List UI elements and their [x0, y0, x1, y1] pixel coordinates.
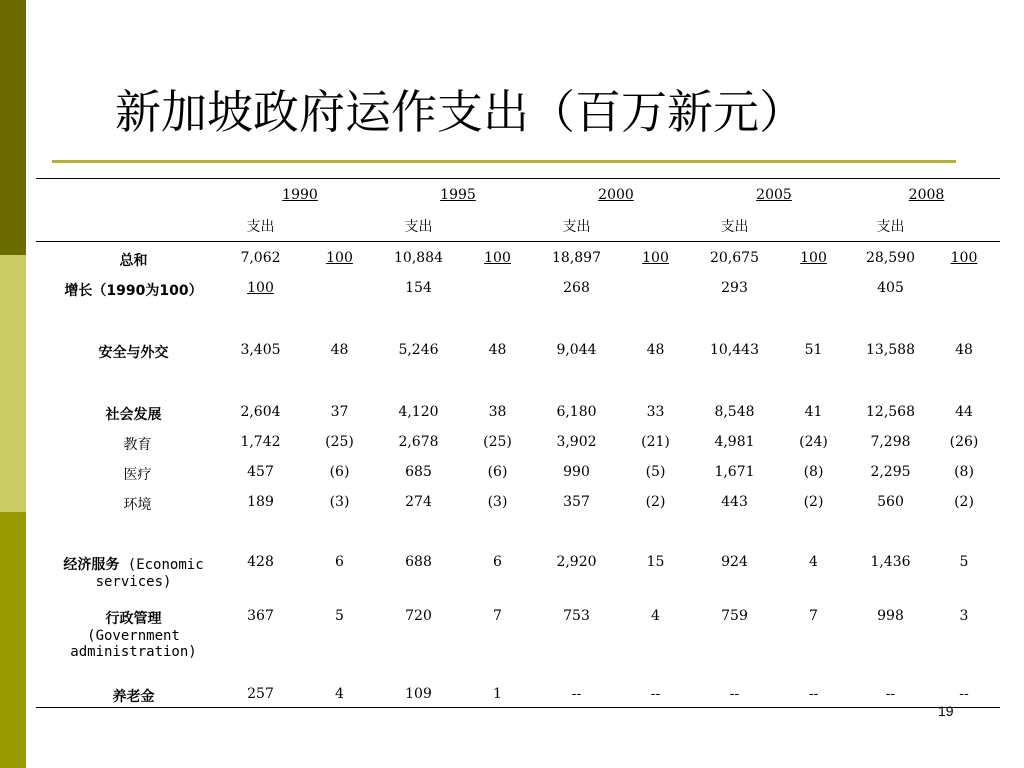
- percent-cell: [774, 456, 853, 486]
- value-cell: [221, 548, 300, 602]
- table-row: [36, 456, 1000, 486]
- cell-text: 189: [247, 493, 274, 510]
- value-cell: [853, 334, 928, 364]
- value-cell: [695, 242, 774, 272]
- row-label-english: (Government administration): [70, 627, 197, 660]
- side-bar-segment-top: [0, 0, 26, 255]
- cell-text: --: [808, 685, 819, 702]
- row-label: [36, 396, 221, 426]
- percent-cell: [300, 602, 379, 678]
- row-label: [36, 602, 221, 678]
- cell-text: 759: [721, 607, 748, 624]
- value-cell: [695, 486, 774, 516]
- row-label: [36, 678, 221, 708]
- percent-cell: [774, 602, 853, 678]
- sub-header-spend: 支出: [379, 211, 458, 242]
- cell-text: 15: [646, 553, 665, 570]
- row-label: [36, 242, 221, 272]
- row-label: [36, 334, 221, 364]
- value-cell: [221, 334, 300, 364]
- cell-text: 7: [493, 607, 502, 624]
- value-cell: [379, 548, 458, 602]
- table-row: [36, 486, 1000, 516]
- cell-text: (6): [487, 463, 508, 480]
- side-accent-bar: [0, 0, 26, 768]
- percent-cell: [928, 334, 1000, 364]
- cell-text: 2,920: [556, 553, 597, 570]
- cell-text: 13,588: [866, 341, 915, 358]
- percent-cell: [774, 272, 853, 302]
- cell-text: 4,981: [714, 433, 755, 450]
- cell-text: 48: [646, 341, 665, 358]
- cell-text: 688: [405, 553, 432, 570]
- value-cell: [695, 334, 774, 364]
- cell-text: --: [571, 685, 582, 702]
- cell-text: 4: [809, 553, 818, 570]
- value-cell: [221, 678, 300, 708]
- value-cell: [221, 456, 300, 486]
- percent-cell: [300, 678, 379, 708]
- row-label: [36, 426, 221, 456]
- cell-text: 8,548: [714, 403, 755, 420]
- cell-text: 1,671: [714, 463, 755, 480]
- value-cell: [695, 456, 774, 486]
- percent-cell: [458, 602, 537, 678]
- percent-cell: [616, 548, 695, 602]
- percent-cell: [458, 396, 537, 426]
- percent-cell: [300, 548, 379, 602]
- cell-text: (8): [803, 463, 824, 480]
- percent-cell: [616, 456, 695, 486]
- header-empty: [616, 211, 695, 242]
- row-label-text: 养老金: [112, 688, 155, 705]
- year-label: 2000: [598, 187, 634, 203]
- table-row: [36, 242, 1000, 272]
- cell-text: 7,062: [240, 250, 281, 266]
- value-cell: [695, 602, 774, 678]
- cell-text: 1,436: [870, 553, 911, 570]
- value-cell: [853, 242, 928, 272]
- cell-text: 4: [335, 685, 344, 702]
- value-cell: [853, 456, 928, 486]
- cell-text: 28,590: [866, 250, 915, 266]
- header-empty: [458, 211, 537, 242]
- sub-header-row: [36, 211, 1000, 242]
- cell-text: 2,604: [240, 403, 281, 420]
- cell-text: 100: [326, 250, 353, 266]
- header-empty: [36, 179, 221, 212]
- cell-text: 18,897: [552, 250, 601, 266]
- cell-text: 990: [563, 463, 590, 480]
- percent-cell: [928, 242, 1000, 272]
- percent-cell: [300, 396, 379, 426]
- cell-text: (8): [954, 463, 974, 480]
- spacer-cell: [36, 302, 1000, 334]
- sub-header-spend: 支出: [221, 211, 300, 242]
- cell-text: 1,742: [240, 433, 281, 450]
- value-cell: [221, 602, 300, 678]
- table-row: [36, 548, 1000, 602]
- percent-cell: [774, 548, 853, 602]
- value-cell: [379, 272, 458, 302]
- year-header-row: [36, 179, 1000, 212]
- cell-text: 41: [804, 403, 823, 420]
- cell-text: --: [729, 685, 740, 702]
- cell-text: 33: [646, 403, 665, 420]
- cell-text: 293: [721, 279, 748, 296]
- spacer-row: [36, 516, 1000, 548]
- cell-text: (24): [799, 433, 828, 450]
- cell-text: 3,902: [556, 433, 597, 450]
- sub-header-spend: 支出: [695, 211, 774, 242]
- header-empty: [300, 211, 379, 242]
- header-empty: [928, 211, 1000, 242]
- cell-text: 48: [488, 341, 507, 358]
- cell-text: 405: [877, 279, 904, 296]
- percent-cell: [774, 486, 853, 516]
- percent-cell: [616, 396, 695, 426]
- cell-text: 10,443: [710, 341, 759, 358]
- percent-cell: [458, 486, 537, 516]
- cell-text: 560: [877, 493, 904, 510]
- percent-cell: [616, 486, 695, 516]
- percent-cell: [616, 272, 695, 302]
- percent-cell: [616, 426, 695, 456]
- cell-text: 924: [721, 553, 748, 570]
- value-cell: [379, 602, 458, 678]
- value-cell: [853, 602, 928, 678]
- cell-text: 7: [809, 607, 818, 624]
- percent-cell: [616, 334, 695, 364]
- value-cell: [695, 678, 774, 708]
- value-cell: [537, 602, 616, 678]
- percent-cell: [458, 272, 537, 302]
- value-cell: [537, 242, 616, 272]
- cell-text: 48: [330, 341, 349, 358]
- percent-cell: [928, 548, 1000, 602]
- cell-text: 2,295: [870, 463, 911, 480]
- percent-cell: [616, 602, 695, 678]
- cell-text: (25): [325, 433, 354, 450]
- percent-cell: [774, 426, 853, 456]
- cell-text: 428: [247, 553, 274, 570]
- table-row: [36, 678, 1000, 708]
- table-row: [36, 602, 1000, 678]
- slide-title: 新加坡政府运作支出（百万新元）: [115, 85, 805, 139]
- percent-cell: [774, 396, 853, 426]
- value-cell: [379, 426, 458, 456]
- cell-text: (3): [329, 493, 350, 510]
- cell-text: 9,044: [556, 341, 597, 358]
- cell-text: 753: [563, 607, 590, 624]
- cell-text: 5,246: [398, 341, 439, 358]
- year-header-1995: [379, 179, 537, 212]
- cell-text: (25): [483, 433, 512, 450]
- value-cell: [853, 486, 928, 516]
- value-cell: [221, 396, 300, 426]
- percent-cell: [928, 272, 1000, 302]
- cell-text: 51: [804, 341, 823, 358]
- row-label-text: 安全与外交: [98, 344, 169, 361]
- value-cell: [379, 334, 458, 364]
- cell-text: 38: [488, 403, 507, 420]
- spacer-row: [36, 364, 1000, 396]
- value-cell: [379, 678, 458, 708]
- cell-text: 998: [877, 607, 904, 624]
- value-cell: [853, 548, 928, 602]
- year-label: 2005: [756, 187, 792, 203]
- row-label: [36, 486, 221, 516]
- cell-text: 6: [493, 553, 502, 570]
- row-label: [36, 548, 221, 602]
- row-label-text: 环境: [123, 496, 152, 513]
- value-cell: [537, 486, 616, 516]
- year-header-1990: [221, 179, 379, 212]
- value-cell: [221, 272, 300, 302]
- cell-text: 5: [335, 607, 344, 624]
- cell-text: 6: [335, 553, 344, 570]
- cell-text: (6): [329, 463, 350, 480]
- value-cell: [695, 426, 774, 456]
- cell-text: (21): [641, 433, 670, 450]
- cell-text: (3): [487, 493, 508, 510]
- percent-cell: [458, 334, 537, 364]
- value-cell: [379, 242, 458, 272]
- cell-text: 7,298: [870, 433, 911, 450]
- side-bar-segment-middle: [0, 255, 26, 512]
- value-cell: [853, 426, 928, 456]
- percent-cell: [928, 602, 1000, 678]
- value-cell: [537, 426, 616, 456]
- cell-text: 44: [955, 403, 973, 420]
- percent-cell: [300, 334, 379, 364]
- cell-text: 12,568: [866, 403, 915, 420]
- value-cell: [221, 486, 300, 516]
- row-label-text: 社会发展: [105, 406, 162, 423]
- percent-cell: [928, 456, 1000, 486]
- cell-text: 720: [405, 607, 432, 624]
- percent-cell: [774, 334, 853, 364]
- table-body: [36, 242, 1000, 708]
- cell-text: 109: [405, 685, 432, 702]
- percent-cell: [458, 678, 537, 708]
- value-cell: [221, 426, 300, 456]
- value-cell: [221, 242, 300, 272]
- cell-text: 2,678: [398, 433, 439, 450]
- year-header-2005: [695, 179, 853, 212]
- cell-text: 357: [563, 493, 590, 510]
- table-row: [36, 426, 1000, 456]
- cell-text: 100: [247, 279, 274, 296]
- row-label-text: 增长（1990为100）: [64, 282, 203, 299]
- year-label: 1995: [440, 187, 476, 203]
- cell-text: 457: [247, 463, 274, 480]
- value-cell: [537, 272, 616, 302]
- cell-text: --: [885, 685, 896, 702]
- expenditure-table: [36, 178, 1000, 708]
- value-cell: [379, 396, 458, 426]
- table-row: [36, 396, 1000, 426]
- percent-cell: [300, 242, 379, 272]
- percent-cell: [300, 486, 379, 516]
- value-cell: [695, 396, 774, 426]
- value-cell: [537, 456, 616, 486]
- cell-text: 367: [247, 607, 274, 624]
- value-cell: [379, 486, 458, 516]
- percent-cell: [458, 242, 537, 272]
- sub-header-spend: 支出: [537, 211, 616, 242]
- value-cell: [853, 678, 928, 708]
- header-empty: [36, 211, 221, 242]
- spacer-cell: [36, 364, 1000, 396]
- cell-text: (2): [803, 493, 824, 510]
- cell-text: --: [650, 685, 661, 702]
- cell-text: (26): [949, 433, 979, 450]
- title-underline-rule: [52, 160, 956, 163]
- row-label: [36, 456, 221, 486]
- row-label-english: (Economic services): [95, 556, 204, 590]
- cell-text: 37: [330, 403, 349, 420]
- percent-cell: [300, 426, 379, 456]
- percent-cell: [458, 548, 537, 602]
- page-number: 19: [938, 703, 954, 719]
- value-cell: [853, 396, 928, 426]
- cell-text: 100: [484, 250, 511, 266]
- value-cell: [537, 678, 616, 708]
- spacer-cell: [36, 516, 1000, 548]
- percent-cell: [774, 242, 853, 272]
- cell-text: 20,675: [710, 250, 759, 266]
- cell-text: 100: [950, 250, 978, 266]
- cell-text: 4: [651, 607, 660, 624]
- cell-text: 5: [959, 553, 969, 570]
- cell-text: 10,884: [394, 250, 443, 266]
- value-cell: [695, 548, 774, 602]
- cell-text: 257: [247, 685, 274, 702]
- percent-cell: [928, 426, 1000, 456]
- percent-cell: [774, 678, 853, 708]
- value-cell: [537, 334, 616, 364]
- row-label-text: 医疗: [123, 466, 152, 483]
- year-label: 2008: [908, 187, 945, 203]
- cell-text: 1: [493, 685, 502, 702]
- cell-text: (2): [954, 493, 974, 510]
- percent-cell: [458, 456, 537, 486]
- cell-text: (2): [645, 493, 666, 510]
- percent-cell: [928, 486, 1000, 516]
- row-label: [36, 272, 221, 302]
- cell-text: (5): [645, 463, 666, 480]
- cell-text: 100: [642, 250, 669, 266]
- percent-cell: [928, 396, 1000, 426]
- value-cell: [379, 456, 458, 486]
- header-empty: [774, 211, 853, 242]
- cell-text: 100: [800, 250, 827, 266]
- year-header-2000: [537, 179, 695, 212]
- percent-cell: [616, 678, 695, 708]
- side-bar-segment-bottom: [0, 512, 26, 768]
- row-label-text: 经济服务: [63, 556, 120, 573]
- percent-cell: [300, 456, 379, 486]
- table-row: [36, 272, 1000, 302]
- cell-text: 154: [405, 279, 432, 296]
- cell-text: 48: [955, 341, 973, 358]
- cell-text: 4,120: [398, 403, 439, 420]
- cell-text: 685: [405, 463, 432, 480]
- cell-text: 268: [563, 279, 590, 296]
- cell-text: --: [959, 685, 969, 702]
- cell-text: 3: [959, 607, 969, 624]
- year-header-2008: [853, 179, 1000, 212]
- year-label: 1990: [282, 187, 318, 203]
- value-cell: [537, 548, 616, 602]
- row-label-text: 行政管理: [105, 610, 162, 627]
- value-cell: [853, 272, 928, 302]
- sub-header-spend: 支出: [853, 211, 928, 242]
- cell-text: 443: [721, 493, 748, 510]
- value-cell: [695, 272, 774, 302]
- value-cell: [537, 396, 616, 426]
- cell-text: 274: [405, 493, 432, 510]
- row-label-text: 总和: [119, 253, 148, 269]
- percent-cell: [300, 272, 379, 302]
- table-row: [36, 334, 1000, 364]
- spacer-row: [36, 302, 1000, 334]
- cell-text: 6,180: [556, 403, 597, 420]
- percent-cell: [458, 426, 537, 456]
- row-label-text: 教育: [123, 436, 152, 453]
- percent-cell: [616, 242, 695, 272]
- cell-text: 3,405: [240, 341, 281, 358]
